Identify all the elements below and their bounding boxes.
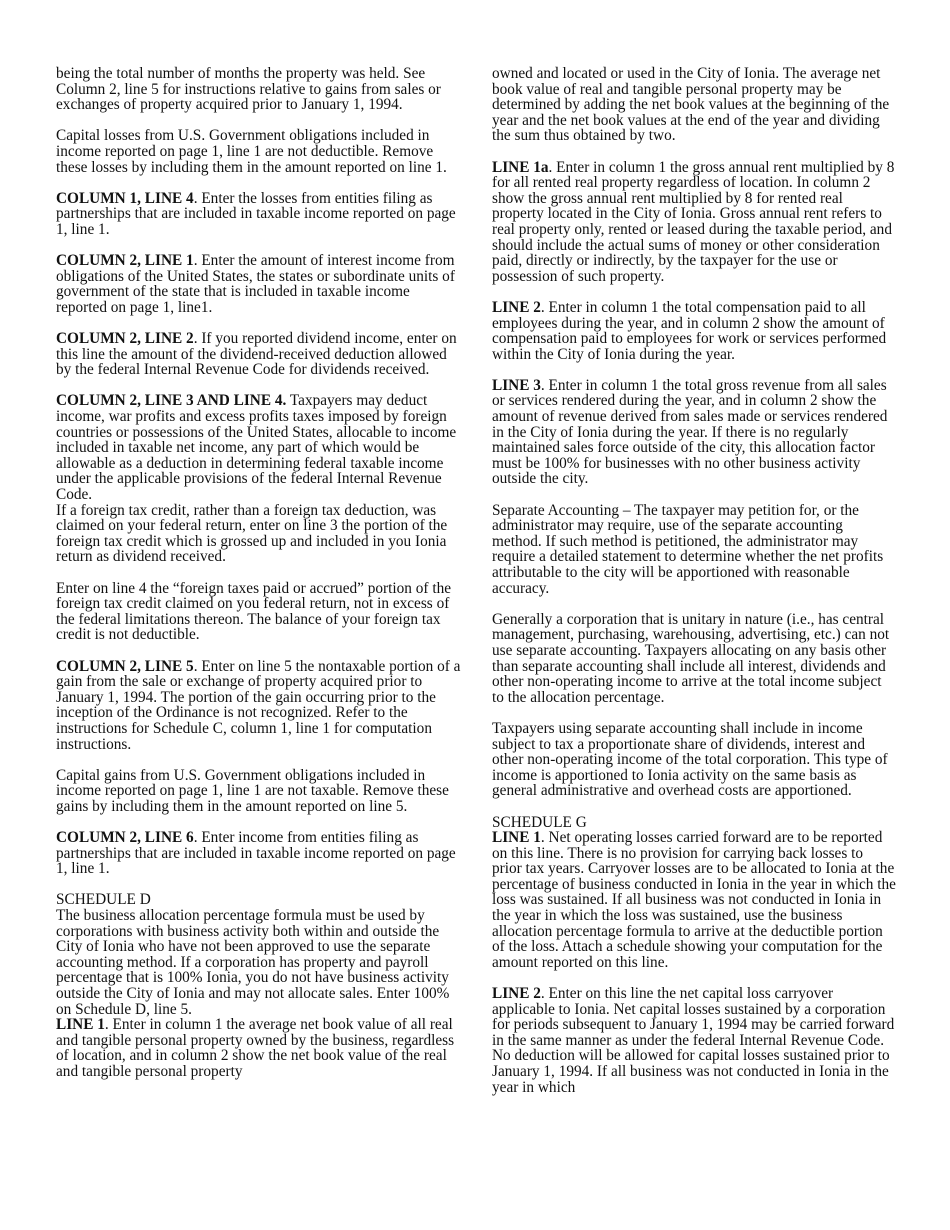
schedule-d-line1-label: LINE 1	[56, 1016, 105, 1034]
schedule-d-line1-text: . Enter in column 1 the average net book value of all real and tangible personal property owned by the business, regardless of location, and in column 2 show the net book value of the real and tangible personal property	[56, 1016, 455, 1080]
schedule-g-line1-text: . Net operating losses carried forward are to be reported on this line. There is no provision for carrying back losses to prior tax years. Carryover losses are to be allocated to Ionia at the percentage of business conducted in Ionia in the year in which the loss was sustained. If all business was not conducted in Ionia in the year in which the loss was sustained, use the business allocation percentage formula to arrive at the deductible portion of the loss. Attach a schedule showing your computation for the amount reported on this line.	[492, 829, 896, 971]
schedule-g-line2-label: LINE 2	[492, 985, 541, 1003]
text-line1a: . Enter in column 1 the gross annual rent multiplied by 8 for all rented real property regardless of location. In column 2 show the gross annual rent multiplied by 8 for rented real property located in the City of Ionia. Gross annual rent refers to real property only, rented or leased during the taxable period, and should include the actual sums of money or other consideration paid, directly or indirectly, by the taxpayer for the use or possession of such property.	[492, 158, 895, 285]
label-col2-line3-4: COLUMN 2, LINE 3 AND LINE 4.	[56, 392, 287, 410]
right-column	[492, 66, 896, 1095]
schedule-g-line2-text: . Enter on this line the net capital loss carryover applicable to Ionia. Net capital losses sustained by a corporation for periods subsequent to January 1, 1994 may be carried forward in the same manner as under the federal Internal Revenue Code. No deduction will be allowed for capital losses sustained prior to January 1, 1994. If all business was not conducted in Ionia in the year in which	[492, 985, 895, 1096]
paragraph-col2-line5	[56, 659, 462, 753]
paragraph-foreign-tax-credit: If a foreign tax credit, rather than a foreign tax deduction, was claimed on your federal return, enter on line 3 the portion of the foreign tax credit which is grossed up and included in you Ionia return as dividend received.	[56, 501, 448, 566]
paragraph-net-book-value: owned and located or used in the City of Ionia. The average net book value of real and tangible personal property may be determined by adding the net book values at the beginning of the year and the net book values at the end of the year and dividing the sum thus obtained by two.	[492, 65, 890, 145]
text-col2-line3-4: Taxpayers may deduct income, war profits and excess profits taxes imposed by foreign countries or possessions of the United States, allocable to income included in taxable net income, any part of which would be allowable as a deduction in determining federal taxable income under the applicable provisions of the federal Internal Revenue Code.	[56, 392, 457, 504]
text-line3: . Enter in column 1 the total gross revenue from all sales or services rendered during the year, and in column 2 show the amount of revenue derived from sales made or services rendered in the City of Ionia during the year. If there is no regularly maintained sales force outside of the city, this allocation factor must be 100% for businesses with no other business activity outside the city.	[492, 376, 888, 488]
paragraph-months-held: being the total number of months the property was held. See Column 2, line 5 for instructions relative to gains from sales or exchanges of property acquired prior to January 1, 1994.	[56, 65, 441, 114]
schedule-g-line1-label: LINE 1	[492, 829, 541, 847]
label-col1-line4: COLUMN 1, LINE 4	[56, 189, 194, 207]
schedule-d-intro: The business allocation percentage formula must be used by corporations with business activity both within and outside the City of Ionia who have not been approved to use the separate accounting method. If a corporation has property and payroll percentage that is 100% Ionia, you do not have business activity outside the City of Ionia and may not allocate sales. Enter 100% on Schedule D, line 5.	[56, 907, 450, 1018]
paragraph-capital-gains: Capital gains from U.S. Government obligations included in income reported on page 1, line 1 are not taxable. Remove these gains by including them in the amount reported on line 5.	[56, 766, 449, 815]
paragraph-separate-accounting: Separate Accounting – The taxpayer may petition for, or the administrator may require, use of the separate accounting method. If such method is petitioned, the administrator may require a detailed statement to determine whether the net profits attributable to the city will be apportioned with reasonable accuracy.	[492, 501, 884, 597]
label-col2-line6: COLUMN 2, LINE 6	[56, 829, 194, 847]
schedule-d-heading: SCHEDULE D	[56, 891, 151, 909]
schedule-g-heading: SCHEDULE G	[492, 813, 587, 831]
schedule-g-line1	[492, 830, 896, 970]
paragraph-separate-accounting-income: Taxpayers using separate accounting shall include in income subject to tax a proportionate share of dividends, interest and other non-operating income of the total corporation. This type of income is apportioned to Ionia activity on the same basis as general administrative and overhead costs are apportioned.	[492, 719, 888, 800]
paragraph-col2-line1	[56, 253, 462, 315]
paragraph-col2-line6	[56, 830, 462, 877]
label-line2: LINE 2	[492, 298, 541, 316]
schedule-g-section	[492, 815, 896, 1096]
paragraph-col2-line3-4	[56, 393, 462, 502]
label-line1a: LINE 1a	[492, 158, 549, 176]
text-col2-line2: . If you reported dividend income, enter on this line the amount of the dividend-received deduction allowed by the federal Internal Revenue Code for dividends received.	[56, 330, 457, 379]
label-col2-line1: COLUMN 2, LINE 1	[56, 252, 194, 270]
text-col2-line5: . Enter on line 5 the nontaxable portion of a gain from the sale or exchange of property acquired prior to January 1, 1994. The portion of the gain occurring prior to the inception of the Ordinance is not recognized. Refer to the instructions for Schedule C, column 1, line 1 for computation instructions.	[56, 657, 461, 753]
text-col2-line1: . Enter the amount of interest income from obligations of the United States, the states or subordinate units of government of the state that is included in taxable income reported on page 1, line1.	[56, 252, 455, 316]
paragraph-line1a	[492, 160, 896, 285]
paragraph-col2-line2	[56, 331, 462, 378]
left-column	[56, 66, 462, 1080]
label-col2-line5: COLUMN 2, LINE 5	[56, 657, 194, 675]
label-col2-line2: COLUMN 2, LINE 2	[56, 330, 194, 348]
text-col1-line4: . Enter the losses from entities filing as partnerships that are included in taxable income reported on page 1, line 1.	[56, 189, 456, 238]
schedule-d-section	[56, 892, 462, 1079]
paragraph-col1-line4	[56, 191, 462, 238]
text-line2: . Enter in column 1 the total compensation paid to all employees during the year, and in column 2 show the amount of compensation paid to employees for work or services performed within the City of Ionia during the year.	[492, 298, 887, 363]
schedule-g-line2	[492, 986, 896, 1095]
paragraph-capital-losses: Capital losses from U.S. Government obligations included in income reported on page 1, line 1 are not deductible. Remove these losses by including them in the amount reported on line 1.	[56, 127, 447, 176]
label-line3: LINE 3	[492, 376, 541, 394]
paragraph-line3	[492, 378, 896, 487]
paragraph-foreign-taxes-paid: Enter on line 4 the “foreign taxes paid or accrued” portion of the foreign tax credit claimed on you federal return, not in excess of the federal limitations thereon. The balance of your foreign tax credit is not deductible.	[56, 579, 452, 644]
text-col2-line6: . Enter income from entities filing as partnerships that are included in taxable income reported on page 1, line 1.	[56, 829, 456, 878]
paragraph-line2	[492, 300, 896, 362]
paragraph-unitary-corporation: Generally a corporation that is unitary in nature (i.e., has central management, purchasing, warehousing, advertising, etc.) can not use separate accounting. Taxpayers allocating on any basis other than separate accounting shall include all interest, dividends and other non-operating income to arrive at the total income subject to the allocation percentage.	[492, 610, 890, 706]
